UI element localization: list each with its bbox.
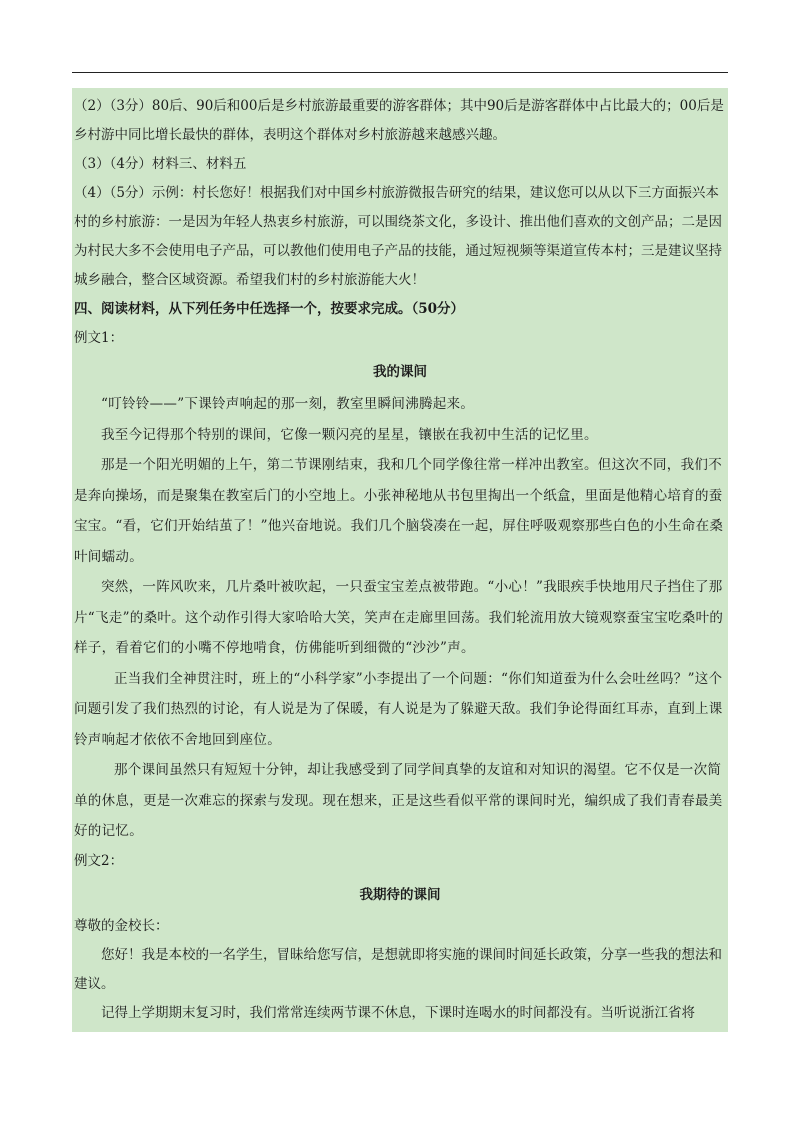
example2-paragraph: 您好！我是本校的一名学生，冒昧给您写信，是想就即将实施的课间时间延长政策，分享一些我的想法和建议。 <box>74 946 722 992</box>
example1-paragraph: 我至今记得那个特别的课间，它像一颗闪亮的星星，镶嵌在我初中生活的记忆里。 <box>101 426 598 443</box>
example2-paragraph: 记得上学期期末复习时，我们常常连续两节课不休息，下课时连喝水的时间都没有。当听说浙江省将 <box>101 1004 695 1021</box>
example1-paragraph: 突然，一阵风吹来，几片桑叶被吹起，一只蚕宝宝差点被带跑。“小心！”我眼疾手快地用尺子挡住了那片“飞走”的桑叶。这个动作引得大家哈哈大笑，笑声在走廊里回荡。我们轮流用放大镜观察蚕宝宝吃桑叶的样子，看着它们的小嘴不停地啃食，仿佛能听到细微的“沙沙”声。 <box>74 579 724 656</box>
example1-title: 我的课间 <box>373 364 427 380</box>
example2-title: 我期待的课间 <box>359 886 441 903</box>
document-body <box>74 92 726 1028</box>
example2-label: 例文2： <box>74 852 124 869</box>
answer-q4: （4）（5分）示例：村长您好！根据我们对中国乡村旅游微报告研究的结果，建议您可以从以下三方面振兴本村的乡村旅游：一是因为年轻人热衷乡村旅游，可以围绕茶文化，多设计、推出他们喜欢的文创产品；二是因为村民大多不会使用电子产品，可以教他们使用电子产品的技能，通过短视频等渠道宣传本村；三是建议坚持城乡融合，整合区域资源。希望我们村的乡村旅游能大火！ <box>74 185 722 288</box>
example1-paragraph: 那是一个阳光明媚的上午，第二节课刚结束，我和几个同学像往常一样冲出教室。但这次不同，我们不是奔向操场，而是聚集在教室后门的小空地上。小张神秘地从书包里掏出一个纸盒，里面是他精心培育的蚕宝宝。“看，它们开始结茧了！”他兴奋地说。我们几个脑袋凑在一起，屏住呼吸观察那些白色的小生命在桑叶间蠕动。 <box>74 457 724 565</box>
section-four-heading: 四、阅读材料，从下列任务中任选择一个，按要求完成。（50分） <box>74 301 465 317</box>
example2-salutation: 尊敬的金校长： <box>74 917 169 934</box>
example1-paragraph: “叮铃铃——”下课铃声响起的那一刻，教室里瞬间沸腾起来。 <box>101 396 475 412</box>
example1-body <box>74 389 726 847</box>
example1-label: 例文1： <box>74 330 124 346</box>
example1-paragraph: 正当我们全神贯注时，班上的“小科学家”小李提出了一个问题：“你们知道蚕为什么会吐丝吗？”这个问题引发了我们热烈的讨论，有人说是为了保暖，有人说是为了躲避天敌。我们争论得面红耳赤，直到上课铃声响起才依依不舍地回到座位。 <box>74 670 723 748</box>
answer-q3: （3）（4分）材料三、材料五 <box>74 156 247 172</box>
example1-paragraph: 那个课间虽然只有短短十分钟，却让我感受到了同学间真挚的友谊和对知识的渴望。它不仅是一次简单的休息，更是一次难忘的探索与发现。现在想来，正是这些看似平常的课间时光，编织成了我们青春最美好的记忆。 <box>74 762 723 839</box>
header-rule <box>72 72 728 73</box>
answer-q2: （2）（3分）80后、90后和00后是乡村旅游最重要的游客群体；其中90后是游客群体中占比最大的；00后是乡村游中同比增长最快的群体，表明这个群体对乡村旅游越来越感兴趣。 <box>74 98 724 143</box>
